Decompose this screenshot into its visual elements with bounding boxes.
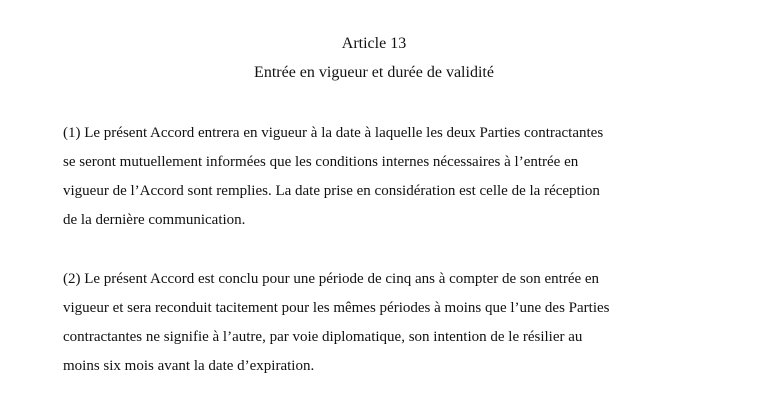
paragraph-line: contractantes ne signifie à l’autre, par voie diplomatique, son intention de le résilier au [63,329,583,345]
paragraph-line: de la dernière communication. [63,212,246,228]
article-number: Article 13 [341,35,407,52]
paragraph-line: vigueur et sera reconduit tacitement pour les mêmes périodes à moins que l’une des Parties [63,300,610,316]
article-heading: Entrée en vigueur et durée de validité [254,64,494,81]
paragraph-1 [63,119,703,235]
paragraph-line: (1) Le présent Accord entrera en vigueur à la date à laquelle les deux Parties contractantes [63,125,604,141]
paragraph-2 [63,265,703,381]
paragraph-line: moins six mois avant la date d’expiration. [63,358,315,374]
paragraph-line: vigueur de l’Accord sont remplies. La date prise en considération est celle de la réception [63,183,600,199]
paragraph-line: (2) Le présent Accord est conclu pour une période de cinq ans à compter de son entrée en [63,271,600,287]
paragraph-line: se seront mutuellement informées que les conditions internes nécessaires à l’entrée en [63,154,579,170]
